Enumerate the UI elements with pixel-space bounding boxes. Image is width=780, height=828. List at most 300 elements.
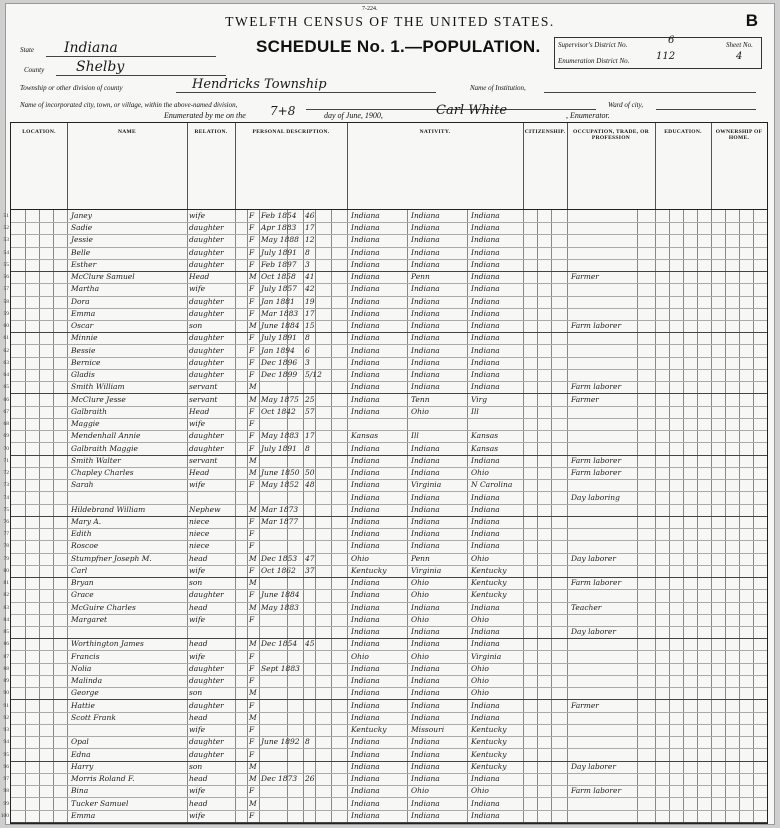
cell-birthplace: Indiana — [351, 602, 380, 612]
cell-birthplace: Indiana — [351, 761, 380, 771]
cell-birthplace: Indiana — [351, 614, 380, 624]
cell-mother-birthplace: Virg — [471, 394, 488, 404]
cell-age: 37 — [305, 565, 315, 575]
cell-sex: F — [249, 235, 255, 245]
cell-occupation: Farmer — [571, 394, 599, 404]
cell-sex: M — [249, 602, 257, 612]
state-underline — [46, 56, 216, 57]
row-number: 56 — [3, 274, 9, 281]
cell-name: Hildebrand William — [71, 504, 146, 514]
cell-birth: June 1884 — [261, 590, 300, 600]
cell-birth: Oct 1858 — [261, 272, 296, 282]
cell-occupation: Day laborer — [571, 553, 616, 563]
cell-father-birthplace: Indiana — [411, 639, 440, 649]
cell-sex: F — [249, 565, 255, 575]
cell-mother-birthplace: Ohio — [471, 553, 489, 563]
cell-mother-birthplace: Ohio — [471, 688, 489, 698]
row-number: 65 — [3, 384, 9, 391]
table-row — [3, 565, 767, 578]
cell-father-birthplace: Indiana — [411, 712, 440, 722]
cell-age: 46 — [305, 211, 315, 220]
cell-age: 8 — [305, 443, 310, 453]
cell-occupation: Teacher — [571, 602, 602, 612]
cell-father-birthplace: Virginia — [411, 565, 442, 575]
cell-age: 6 — [305, 345, 310, 355]
cell-mother-birthplace: Kentucky — [471, 565, 507, 575]
cell-birth: May 1883 — [261, 602, 299, 612]
ward-label: Ward of city, — [608, 101, 644, 109]
cell-sex: F — [249, 676, 255, 686]
township-value: Hendricks Township — [192, 77, 327, 92]
table-row — [3, 308, 767, 321]
table-row — [3, 345, 767, 358]
cell-relation: daughter — [189, 663, 224, 673]
table-row — [3, 798, 767, 811]
cell-mother-birthplace: Indiana — [471, 382, 500, 392]
cell-birthplace: Indiana — [351, 357, 380, 367]
cell-name: Emma — [71, 308, 96, 318]
cell-sex: F — [249, 296, 255, 306]
cell-father-birthplace: Ohio — [411, 614, 429, 624]
cell-relation: wife — [189, 810, 206, 820]
row-number: 64 — [3, 372, 9, 379]
cell-relation: wife — [189, 419, 206, 429]
cell-mother-birthplace: Indiana — [471, 370, 500, 380]
institution-underline — [544, 92, 756, 93]
cell-sex: M — [249, 321, 257, 331]
table-row — [3, 222, 767, 235]
cell-relation: wife — [189, 725, 206, 735]
form-number: 7-224. — [362, 6, 378, 12]
cell-birth: Jan 1894 — [261, 345, 295, 355]
cell-mother-birthplace: Kansas — [471, 443, 499, 453]
cell-sex: F — [249, 370, 255, 380]
row-number: 68 — [3, 421, 9, 428]
cell-occupation: Day laborer — [571, 761, 616, 771]
cell-relation: Head — [189, 468, 210, 478]
cell-age: 19 — [305, 296, 315, 306]
cell-birthplace: Indiana — [351, 774, 380, 784]
cell-sex: F — [249, 725, 255, 735]
row-number: 81 — [3, 580, 9, 587]
cell-name: Mary A. — [71, 517, 102, 526]
cell-age: 5/12 — [305, 370, 322, 380]
cell-relation: head — [189, 798, 208, 808]
cell-age: 15 — [305, 321, 315, 331]
table-row — [3, 589, 767, 602]
cell-name: Galbraith Maggie — [71, 443, 138, 453]
cell-birthplace: Indiana — [351, 590, 380, 600]
cell-birthplace: Indiana — [351, 235, 380, 245]
cell-father-birthplace: Indiana — [411, 333, 440, 343]
cell-father-birthplace: Indiana — [411, 541, 440, 551]
cell-occupation: Farm laborer — [571, 786, 622, 796]
state-value: Indiana — [64, 40, 118, 56]
cell-sex: M — [249, 468, 257, 478]
cell-sex: F — [249, 529, 255, 539]
cell-birth: Dec 1853 — [261, 553, 298, 563]
cell-father-birthplace: Ohio — [411, 651, 429, 661]
cell-age: 57 — [305, 406, 315, 416]
col-location: LOCATION. — [11, 123, 68, 209]
col-occupation: OCCUPATION, TRADE, OR PROFESSION — [567, 123, 656, 209]
table-row — [3, 381, 767, 394]
cell-father-birthplace: Indiana — [411, 517, 440, 526]
table-row — [3, 504, 767, 517]
cell-birthplace: Indiana — [351, 394, 380, 404]
supervisor-value: 6 — [668, 35, 675, 46]
cell-birth: July 1891 — [261, 247, 297, 257]
row-number: 82 — [3, 592, 9, 599]
cell-mother-birthplace: Ohio — [471, 676, 489, 686]
cell-birth: June 1884 — [261, 321, 300, 331]
table-row — [3, 320, 767, 333]
cell-relation: daughter — [189, 590, 224, 600]
row-number: 71 — [3, 457, 9, 464]
cell-age: 48 — [305, 480, 315, 490]
cell-birthplace: Indiana — [351, 211, 380, 220]
cell-name: Scott Frank — [71, 712, 116, 722]
row-number: 66 — [3, 396, 9, 403]
cell-mother-birthplace: Indiana — [471, 492, 500, 502]
row-number: 89 — [3, 678, 9, 685]
cell-birthplace: Indiana — [351, 468, 380, 478]
cell-relation: daughter — [189, 700, 224, 710]
cell-father-birthplace: Indiana — [411, 247, 440, 257]
cell-mother-birthplace: Kentucky — [471, 578, 507, 588]
row-number: 73 — [3, 482, 9, 489]
row-number: 77 — [3, 531, 9, 538]
cell-birth: May 1875 — [261, 394, 299, 404]
cell-name: Roscoe — [71, 541, 99, 551]
row-number: 100 — [0, 812, 9, 819]
cell-sex: F — [249, 700, 255, 710]
cell-sex: F — [249, 211, 255, 220]
county-label: County — [24, 66, 45, 74]
cell-mother-birthplace: Indiana — [471, 517, 500, 526]
cell-relation: daughter — [189, 737, 224, 747]
cell-sex: F — [249, 541, 255, 551]
table-row — [3, 210, 767, 223]
table-row — [3, 614, 767, 627]
cell-mother-birthplace: Kentucky — [471, 761, 507, 771]
cell-birthplace: Indiana — [351, 663, 380, 673]
table-row — [3, 773, 767, 786]
cell-name: George — [71, 688, 99, 698]
cell-occupation: Day laborer — [571, 627, 616, 637]
cell-sex: M — [249, 553, 257, 563]
cell-mother-birthplace: Indiana — [471, 357, 500, 367]
col-education: EDUCATION. — [655, 123, 712, 209]
cell-occupation: Farm laborer — [571, 321, 622, 331]
cell-birthplace: Indiana — [351, 517, 380, 526]
cell-birth: Dec 1854 — [261, 639, 298, 649]
col-name: NAME — [67, 123, 188, 209]
sheet-no-label: Sheet No. — [726, 41, 753, 49]
cell-sex: F — [249, 357, 255, 367]
cell-mother-birthplace: Ohio — [471, 614, 489, 624]
township-label: Township or other division of county — [20, 84, 123, 92]
cell-father-birthplace: Penn — [411, 272, 430, 282]
cell-sex: F — [249, 259, 255, 269]
cell-birthplace: Indiana — [351, 504, 380, 514]
cell-mother-birthplace: Indiana — [471, 259, 500, 269]
cell-name: McClure Jesse — [71, 394, 126, 404]
cell-father-birthplace: Ill — [411, 431, 419, 441]
cell-father-birthplace: Tenn — [411, 394, 430, 404]
schedule-title: SCHEDULE No. 1.—POPULATION. — [256, 37, 541, 56]
cell-mother-birthplace: Indiana — [471, 235, 500, 245]
cell-name: Grace — [71, 590, 94, 600]
cell-mother-birthplace: Indiana — [471, 272, 500, 282]
cell-name: Minnie — [71, 333, 98, 343]
cell-birth: June 1850 — [261, 468, 300, 478]
cell-birthplace: Indiana — [351, 345, 380, 355]
cell-name: Bina — [71, 786, 89, 796]
cell-father-birthplace: Missouri — [411, 725, 445, 735]
table-row — [3, 675, 767, 688]
cell-age: 17 — [305, 223, 315, 233]
row-number: 67 — [3, 408, 9, 415]
col-citizenship: CITIZENSHIP. — [523, 123, 568, 209]
cell-father-birthplace: Indiana — [411, 774, 440, 784]
cell-relation: daughter — [189, 357, 224, 367]
row-number: 85 — [3, 629, 9, 636]
cell-father-birthplace: Ohio — [411, 578, 429, 588]
cell-sex: F — [249, 590, 255, 600]
row-number: 69 — [3, 433, 9, 440]
cell-mother-birthplace: Indiana — [471, 308, 500, 318]
cell-sex: M — [249, 455, 257, 465]
cell-father-birthplace: Indiana — [411, 761, 440, 771]
cell-birthplace: Indiana — [351, 639, 380, 649]
township-underline — [176, 92, 436, 93]
cell-age: 41 — [305, 272, 315, 282]
cell-name: Carl — [71, 565, 88, 575]
cell-sex: F — [249, 810, 255, 820]
cell-mother-birthplace: Indiana — [471, 321, 500, 331]
table-row — [3, 443, 767, 456]
cell-birthplace: Indiana — [351, 798, 380, 808]
cell-name: Bessie — [71, 345, 96, 355]
cell-mother-birthplace: Indiana — [471, 333, 500, 343]
cell-mother-birthplace: Indiana — [471, 345, 500, 355]
cell-mother-birthplace: Kentucky — [471, 749, 507, 759]
table-row — [3, 492, 767, 505]
table-row — [3, 296, 767, 309]
cell-sex: M — [249, 504, 257, 514]
cell-age: 8 — [305, 333, 310, 343]
cell-mother-birthplace: Indiana — [471, 627, 500, 637]
cell-birthplace: Indiana — [351, 737, 380, 747]
table-row — [3, 283, 767, 296]
cell-name: Stumpfner Joseph M. — [71, 553, 152, 563]
row-number: 74 — [3, 494, 9, 501]
row-number: 87 — [3, 653, 9, 660]
cell-mother-birthplace: Indiana — [471, 504, 500, 514]
cell-birthplace: Indiana — [351, 578, 380, 588]
table-row — [3, 271, 767, 284]
cell-father-birthplace: Indiana — [411, 211, 440, 220]
enumeration-label: Enumeration District No. — [558, 57, 630, 65]
cell-age: 8 — [305, 247, 310, 257]
row-number: 83 — [3, 604, 9, 611]
enumeration-value: 112 — [656, 51, 676, 62]
cell-name: Sadie — [71, 223, 93, 233]
cell-relation: daughter — [189, 443, 224, 453]
cell-birthplace: Indiana — [351, 284, 380, 294]
ward-underline — [656, 109, 756, 110]
cell-relation: wife — [189, 786, 206, 796]
cell-name: Oscar — [71, 321, 94, 331]
cell-father-birthplace: Ohio — [411, 590, 429, 600]
cell-father-birthplace: Indiana — [411, 296, 440, 306]
cell-father-birthplace: Indiana — [411, 700, 440, 710]
cell-mother-birthplace: Indiana — [471, 455, 500, 465]
cell-sex: F — [249, 443, 255, 453]
cell-sex: F — [249, 749, 255, 759]
table-row — [3, 516, 767, 529]
cell-relation: wife — [189, 284, 206, 294]
table-row — [3, 430, 767, 443]
cell-sex: F — [249, 419, 255, 429]
table-row — [3, 540, 767, 553]
cell-mother-birthplace: Indiana — [471, 639, 500, 649]
cell-name: Maggie — [71, 419, 100, 429]
cell-mother-birthplace: Kansas — [471, 431, 499, 441]
cell-name: Margaret — [71, 614, 108, 624]
cell-name: Edna — [71, 749, 91, 759]
cell-birthplace: Indiana — [351, 308, 380, 318]
cell-age: 3 — [305, 259, 310, 269]
cell-age: 50 — [305, 468, 315, 478]
cell-sex: F — [249, 737, 255, 747]
cell-name: Gladis — [71, 370, 95, 380]
cell-age: 3 — [305, 357, 310, 367]
cell-birthplace: Indiana — [351, 700, 380, 710]
cell-relation: daughter — [189, 235, 224, 245]
cell-age: 45 — [305, 639, 315, 649]
table-row — [3, 736, 767, 749]
table-row — [3, 761, 767, 774]
cell-relation: servant — [189, 382, 218, 392]
cell-sex: F — [249, 333, 255, 343]
cell-sex: F — [249, 308, 255, 318]
table-row — [3, 700, 767, 713]
cell-sex: M — [249, 382, 257, 392]
cell-age: 12 — [305, 235, 315, 245]
cell-relation: son — [189, 321, 203, 331]
cell-mother-birthplace: Indiana — [471, 529, 500, 539]
cell-relation: head — [189, 712, 208, 722]
cell-mother-birthplace: N Carolina — [471, 480, 513, 490]
cell-relation: daughter — [189, 259, 224, 269]
row-number: 99 — [3, 800, 9, 807]
cell-name: Francis — [71, 651, 100, 661]
row-number: 63 — [3, 359, 9, 366]
population-table — [0, 122, 768, 824]
cell-name: Esther — [71, 259, 97, 269]
cell-birthplace: Indiana — [351, 333, 380, 343]
row-number: 59 — [3, 310, 9, 317]
cell-birthplace: Indiana — [351, 455, 380, 465]
col-personal: PERSONAL DESCRIPTION. — [235, 123, 348, 209]
row-number: 80 — [3, 567, 9, 574]
cell-relation: daughter — [189, 345, 224, 355]
cell-birth: Feb 1854 — [261, 211, 297, 220]
cell-relation: head — [189, 774, 208, 784]
cell-relation: daughter — [189, 247, 224, 257]
cell-birth: June 1892 — [261, 737, 300, 747]
sheet-no-value: 4 — [736, 51, 743, 62]
cell-relation: Head — [189, 272, 210, 282]
row-number: 86 — [3, 641, 9, 648]
cell-mother-birthplace: Kentucky — [471, 737, 507, 747]
table-row — [3, 332, 767, 345]
row-number: 90 — [3, 690, 9, 697]
cell-sex: M — [249, 639, 257, 649]
row-number: 97 — [3, 776, 9, 783]
table-row — [3, 528, 767, 541]
cell-name: Smith Walter — [71, 455, 121, 465]
row-number: 78 — [3, 543, 9, 550]
cell-father-birthplace: Indiana — [411, 308, 440, 318]
cell-mother-birthplace: Virginia — [471, 651, 502, 661]
cell-relation: wife — [189, 211, 206, 220]
row-number: 62 — [3, 347, 9, 354]
row-number: 57 — [3, 286, 9, 293]
table-row — [3, 663, 767, 676]
institution-label: Name of Institution, — [470, 84, 526, 92]
table-row — [3, 712, 767, 725]
cell-father-birthplace: Indiana — [411, 235, 440, 245]
cell-father-birthplace: Indiana — [411, 810, 440, 820]
table-row — [3, 369, 767, 382]
table-row — [3, 455, 767, 468]
cell-name: Martha — [71, 284, 100, 294]
cell-birth: Mar 1873 — [261, 504, 299, 514]
row-number: 55 — [3, 261, 9, 268]
cell-sex: F — [249, 786, 255, 796]
cell-age: 8 — [305, 737, 310, 747]
cell-birthplace: Indiana — [351, 223, 380, 233]
cell-relation: Head — [189, 406, 210, 416]
row-number: 84 — [3, 616, 9, 623]
cell-birthplace: Indiana — [351, 541, 380, 551]
row-number: 54 — [3, 249, 9, 256]
row-number: 72 — [3, 470, 9, 477]
cell-age: 17 — [305, 431, 315, 441]
cell-relation: son — [189, 688, 203, 698]
cell-birth: Apr 1883 — [261, 223, 297, 233]
cell-occupation: Farm laborer — [571, 578, 622, 588]
county-value: Shelby — [76, 59, 125, 75]
cell-birthplace: Indiana — [351, 382, 380, 392]
cell-birthplace: Indiana — [351, 247, 380, 257]
row-number: 94 — [3, 739, 9, 746]
cell-father-birthplace: Penn — [411, 553, 430, 563]
cell-birthplace: Kansas — [351, 431, 379, 441]
col-ownership: OWNERSHIP OF HOME. — [715, 129, 763, 141]
cell-father-birthplace: Indiana — [411, 284, 440, 294]
table-row — [3, 577, 767, 590]
cell-birthplace: Indiana — [351, 810, 380, 820]
cell-mother-birthplace: Indiana — [471, 223, 500, 233]
cell-sex: F — [249, 284, 255, 294]
cell-mother-birthplace: Ohio — [471, 468, 489, 478]
cell-father-birthplace: Indiana — [411, 357, 440, 367]
cell-father-birthplace: Indiana — [411, 627, 440, 637]
